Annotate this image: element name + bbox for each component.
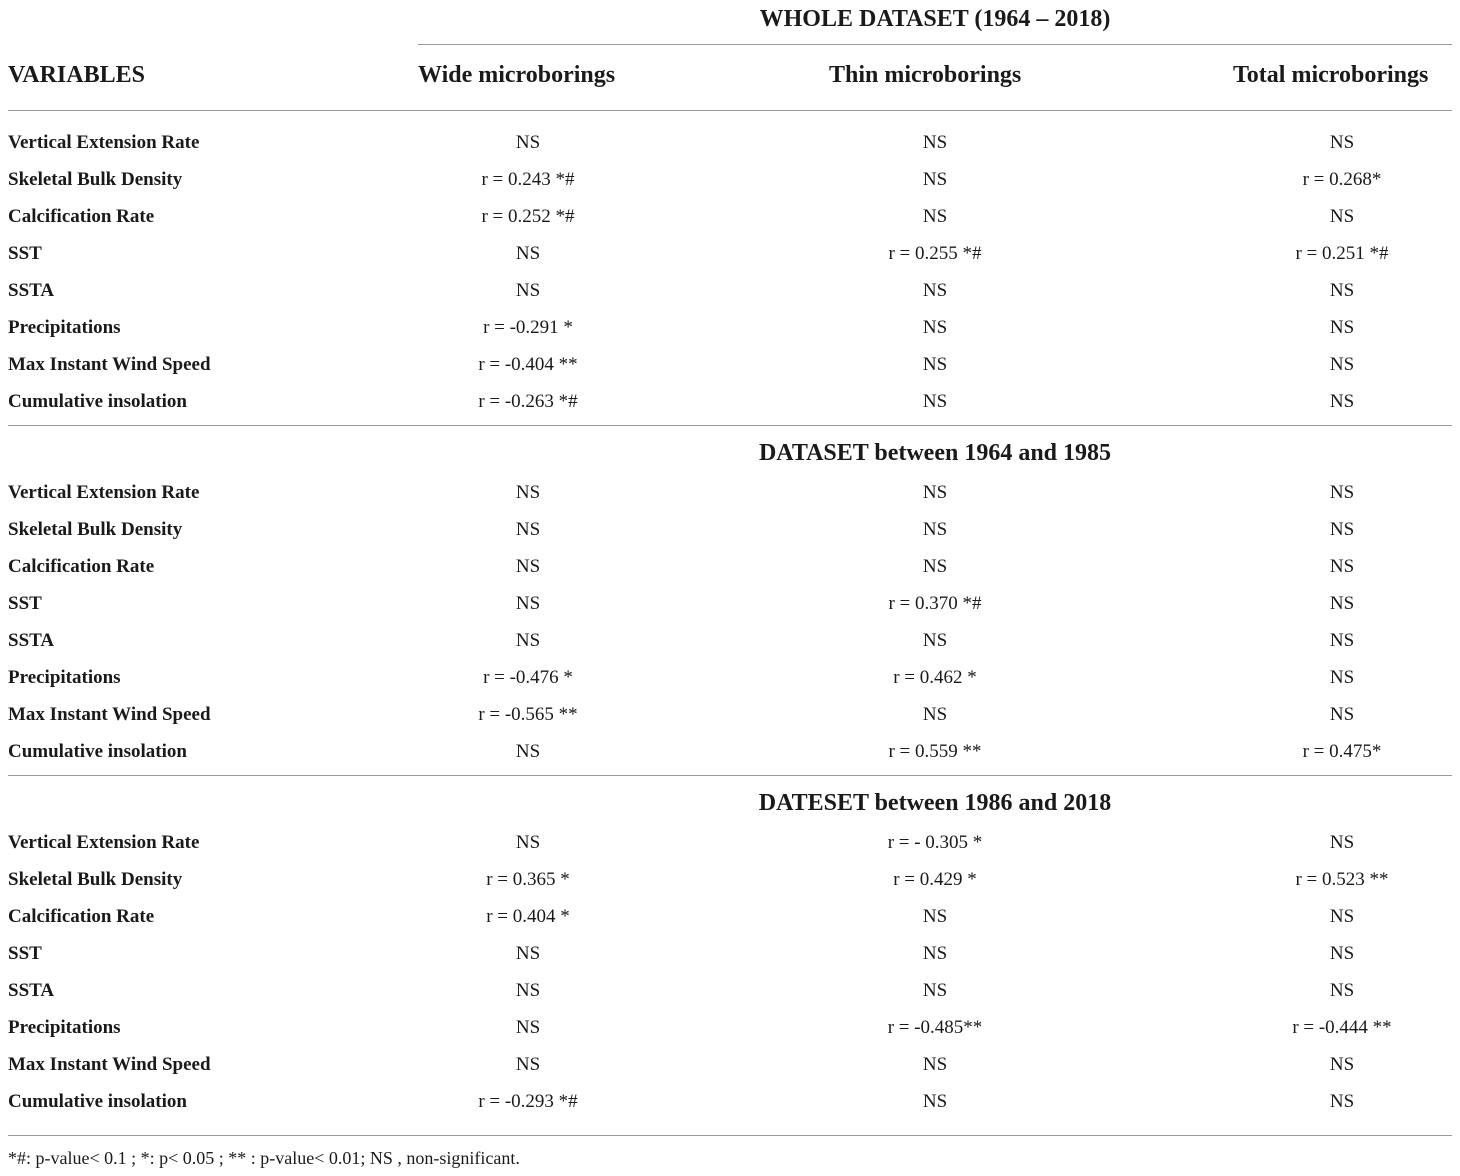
table-row	[0, 161, 1460, 198]
table-row	[0, 272, 1460, 309]
thin-value: NS	[922, 482, 948, 503]
section-title: DATASET between 1964 and 1985	[758, 440, 1112, 466]
table-row	[0, 861, 1460, 898]
variable-label: Precipitations	[8, 667, 121, 688]
total-value: NS	[1329, 1054, 1355, 1075]
table-row	[0, 309, 1460, 346]
variable-label: SSTA	[8, 980, 55, 1001]
thin-value: r = 0.559 **	[888, 741, 982, 762]
variable-label: Max Instant Wind Speed	[8, 704, 211, 725]
variable-label: SST	[8, 593, 42, 614]
wide-value: r = 0.252 *#	[481, 206, 575, 227]
total-value: r = 0.475*	[1302, 741, 1382, 762]
thin-value: NS	[922, 943, 948, 964]
variable-label: Max Instant Wind Speed	[8, 1054, 211, 1075]
total-value: r = 0.268*	[1302, 169, 1382, 190]
wide-value: NS	[515, 832, 541, 853]
table-row	[0, 659, 1460, 696]
thin-value: r = 0.255 *#	[888, 243, 982, 264]
wide-value: NS	[515, 1054, 541, 1075]
table-footnote: *#: p-value< 0.1 ; *: p< 0.05 ; ** : p-value< 0.01; NS , non-significant.	[8, 1148, 520, 1168]
thin-value: NS	[922, 391, 948, 412]
thin-value: r = 0.370 *#	[888, 593, 982, 614]
thin-value: NS	[922, 556, 948, 577]
table-row	[0, 1009, 1460, 1046]
column-header-wide: Wide microborings	[418, 62, 616, 88]
wide-value: NS	[515, 943, 541, 964]
table-row	[0, 696, 1460, 733]
variable-label: SSTA	[8, 280, 55, 301]
thin-value: NS	[922, 704, 948, 725]
total-value: NS	[1329, 519, 1355, 540]
variable-label: Vertical Extension Rate	[8, 132, 200, 153]
thin-value: NS	[922, 630, 948, 651]
variable-label: SST	[8, 943, 42, 964]
wide-value: r = -0.476 *	[483, 667, 573, 688]
total-value: r = 0.251 *#	[1295, 243, 1389, 264]
total-value: NS	[1329, 280, 1355, 301]
table-row	[0, 824, 1460, 861]
table-row	[0, 383, 1460, 420]
table-row	[0, 198, 1460, 235]
total-value: r = -0.444 **	[1292, 1017, 1392, 1038]
wide-value: NS	[515, 482, 541, 503]
wide-value: NS	[515, 519, 541, 540]
column-header-variables: VARIABLES	[8, 62, 145, 88]
wide-value: NS	[515, 243, 541, 264]
total-value: NS	[1329, 391, 1355, 412]
wide-value: r = -0.565 **	[478, 704, 578, 725]
variable-label: Precipitations	[8, 317, 121, 338]
table-row	[0, 585, 1460, 622]
wide-value: NS	[515, 980, 541, 1001]
thin-value: NS	[922, 169, 948, 190]
table-title: WHOLE DATASET (1964 – 2018)	[759, 6, 1111, 32]
total-value: NS	[1329, 482, 1355, 503]
column-header-total: Total microborings	[1233, 62, 1429, 88]
wide-value: r = 0.404 *	[486, 906, 570, 927]
variable-label: SSTA	[8, 630, 55, 651]
thin-value: NS	[922, 1091, 948, 1112]
section-divider	[8, 425, 1452, 426]
thin-value: NS	[922, 280, 948, 301]
thin-value: NS	[922, 317, 948, 338]
variable-label: Max Instant Wind Speed	[8, 354, 211, 375]
variable-label: Skeletal Bulk Density	[8, 519, 183, 540]
thin-value: r = 0.429 *	[893, 869, 977, 890]
header-rule	[8, 110, 1452, 111]
table-row	[0, 548, 1460, 585]
total-value: NS	[1329, 206, 1355, 227]
section-title: DATESET between 1986 and 2018	[758, 790, 1112, 816]
wide-value: r = -0.293 *#	[478, 1091, 578, 1112]
total-value: NS	[1329, 832, 1355, 853]
wide-value: r = 0.365 *	[486, 869, 570, 890]
table-row	[0, 1083, 1460, 1120]
total-value: NS	[1329, 1091, 1355, 1112]
total-value: NS	[1329, 556, 1355, 577]
table-row	[0, 124, 1460, 161]
total-value: NS	[1329, 354, 1355, 375]
table-row	[0, 935, 1460, 972]
total-value: NS	[1329, 593, 1355, 614]
total-value: NS	[1329, 704, 1355, 725]
variable-label: Calcification Rate	[8, 906, 155, 927]
variable-label: Skeletal Bulk Density	[8, 169, 183, 190]
total-value: NS	[1329, 906, 1355, 927]
variable-label: Cumulative insolation	[8, 391, 187, 412]
variable-label: Cumulative insolation	[8, 1091, 187, 1112]
wide-value: r = -0.404 **	[478, 354, 578, 375]
thin-value: NS	[922, 132, 948, 153]
wide-value: NS	[515, 630, 541, 651]
table-row	[0, 972, 1460, 1009]
variable-label: Calcification Rate	[8, 556, 155, 577]
wide-value: NS	[515, 1017, 541, 1038]
table-row	[0, 235, 1460, 272]
thin-value: r = -0.485**	[887, 1017, 983, 1038]
thin-value: r = - 0.305 *	[887, 832, 983, 853]
thin-value: NS	[922, 354, 948, 375]
total-value: r = 0.523 **	[1295, 869, 1389, 890]
wide-value: r = 0.243 *#	[481, 169, 575, 190]
variable-label: SST	[8, 243, 42, 264]
total-value: NS	[1329, 630, 1355, 651]
table-row	[0, 346, 1460, 383]
table-row	[0, 1046, 1460, 1083]
thin-value: NS	[922, 519, 948, 540]
wide-value: r = -0.291 *	[483, 317, 573, 338]
wide-value: NS	[515, 280, 541, 301]
table-row	[0, 733, 1460, 770]
section-divider	[8, 775, 1452, 776]
variable-label: Vertical Extension Rate	[8, 482, 200, 503]
total-value: NS	[1329, 943, 1355, 964]
column-header-thin: Thin microborings	[829, 62, 1022, 88]
table-row	[0, 898, 1460, 935]
table-row	[0, 474, 1460, 511]
table-bottom-rule	[8, 1135, 1452, 1136]
title-underline	[418, 44, 1452, 45]
total-value: NS	[1329, 132, 1355, 153]
wide-value: NS	[515, 132, 541, 153]
wide-value: NS	[515, 593, 541, 614]
table-row	[0, 622, 1460, 659]
thin-value: r = 0.462 *	[893, 667, 977, 688]
variable-label: Cumulative insolation	[8, 741, 187, 762]
thin-value: NS	[922, 906, 948, 927]
variable-label: Precipitations	[8, 1017, 121, 1038]
total-value: NS	[1329, 980, 1355, 1001]
thin-value: NS	[922, 1054, 948, 1075]
variable-label: Calcification Rate	[8, 206, 155, 227]
wide-value: NS	[515, 556, 541, 577]
thin-value: NS	[922, 980, 948, 1001]
variable-label: Vertical Extension Rate	[8, 832, 200, 853]
total-value: NS	[1329, 667, 1355, 688]
table-row	[0, 511, 1460, 548]
wide-value: NS	[515, 741, 541, 762]
variable-label: Skeletal Bulk Density	[8, 869, 183, 890]
wide-value: r = -0.263 *#	[478, 391, 578, 412]
total-value: NS	[1329, 317, 1355, 338]
thin-value: NS	[922, 206, 948, 227]
